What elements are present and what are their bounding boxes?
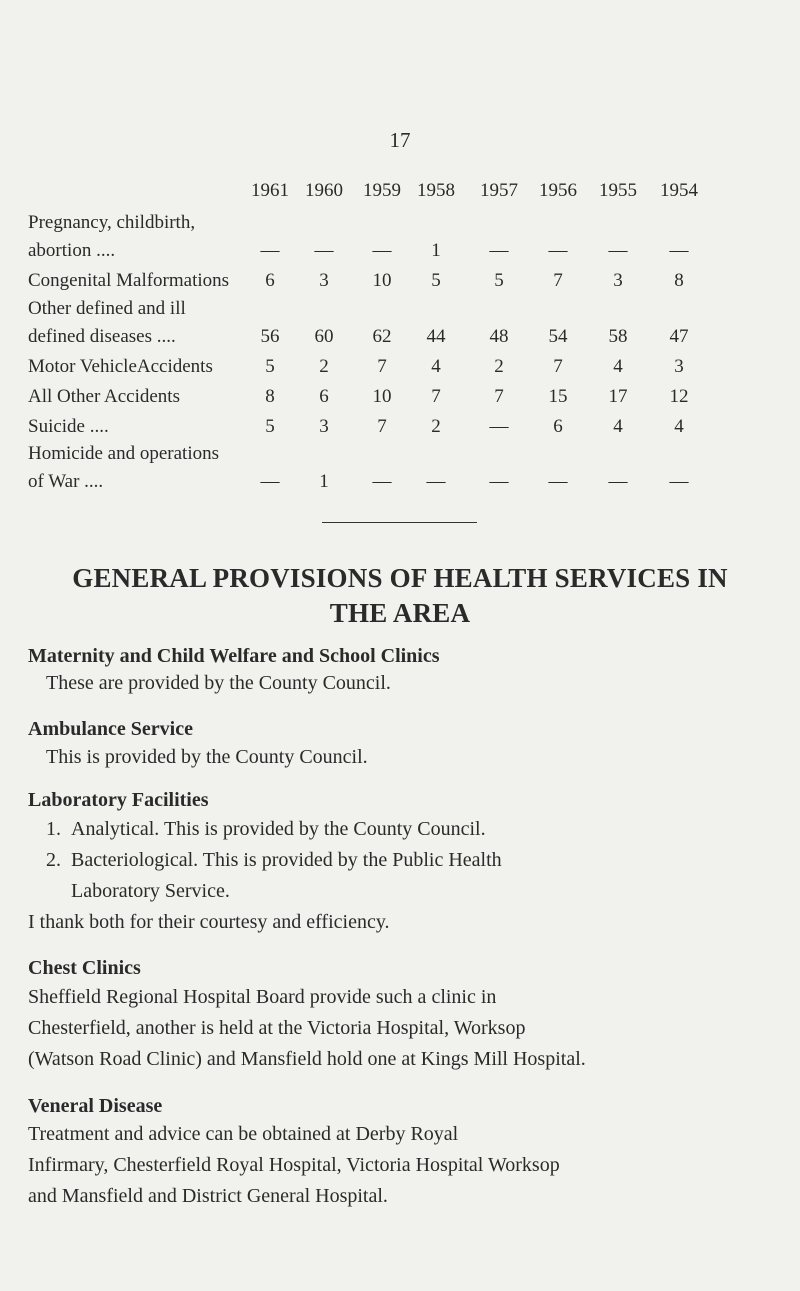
row-label: All Other Accidents [28, 386, 180, 407]
divider-rule [322, 522, 477, 523]
year-header: 1958 [417, 180, 455, 201]
table-cell: 4 [431, 356, 441, 377]
table-cell: 2 [319, 356, 329, 377]
row-label: Motor VehicleAccidents [28, 356, 213, 377]
row-label: defined diseases .... [28, 326, 176, 347]
chest-line-3: (Watson Road Clinic) and Mansfield hold one at Kings Mill Hospital. [28, 1048, 586, 1070]
table-cell: 7 [553, 270, 563, 291]
list-text: Bacteriological. This is provided by the Public Health [71, 849, 502, 871]
year-header: 1959 [363, 180, 401, 201]
table-cell: 48 [489, 326, 509, 347]
table-cell: — [608, 471, 628, 492]
table-cell: — [372, 240, 392, 261]
row-label: Other defined and ill [28, 298, 186, 319]
table-cell: — [608, 240, 628, 261]
row-label: Pregnancy, childbirth, [28, 212, 196, 233]
list-number: 2. [46, 849, 61, 871]
table-cell: 3 [674, 356, 684, 377]
table-cell: 2 [494, 356, 504, 377]
chest-line-2: Chesterfield, another is held at the Victoria Hospital, Worksop [28, 1017, 526, 1039]
table-cell: 1 [319, 471, 329, 492]
row-label: Homicide and operations [28, 443, 220, 464]
table-cell: 3 [319, 270, 329, 291]
year-header: 1957 [480, 180, 518, 201]
laboratory-item-1 [46, 814, 768, 845]
table-cell: 7 [494, 386, 504, 407]
year-header: 1955 [599, 180, 637, 201]
table-cell: — [372, 471, 392, 492]
row-label: of War .... [28, 471, 104, 492]
table-cell: 8 [265, 386, 275, 407]
table-cell: 3 [613, 270, 623, 291]
table-cell: 62 [372, 326, 392, 347]
year-header: 1960 [305, 180, 343, 201]
table-cell: 12 [669, 386, 689, 407]
veneral-line-2: Infirmary, Chesterfield Royal Hospital, Victoria Hospital Worksop [28, 1154, 560, 1176]
maternity-text: These are provided by the County Council. [46, 672, 391, 694]
section-heading: GENERAL PROVISIONS OF HEALTH SERVICES IN [72, 563, 728, 593]
year-header: 1954 [660, 180, 698, 201]
table-cell: 54 [548, 326, 568, 347]
table-cell: 15 [548, 386, 568, 407]
table-cell: 5 [265, 356, 275, 377]
table-cell: — [669, 471, 689, 492]
table-cell: — [669, 240, 689, 261]
laboratory-title: Laboratory Facilities [28, 789, 209, 811]
table-cell: — [426, 471, 446, 492]
laboratory-item-2-cont: Laboratory Service. [71, 880, 230, 902]
veneral-line-3: and Mansfield and District General Hospital. [28, 1185, 388, 1207]
table-cell: 2 [431, 416, 441, 437]
row-label: Congenital Malformations [28, 270, 230, 291]
ambulance-title: Ambulance Service [28, 718, 193, 740]
table-cell: 6 [265, 270, 275, 291]
year-header: 1961 [251, 180, 289, 201]
veneral-line-1: Treatment and advice can be obtained at Derby Royal [28, 1123, 459, 1145]
laboratory-item-2 [46, 845, 768, 876]
table-cell: 47 [669, 326, 689, 347]
table-cell: — [260, 240, 280, 261]
veneral-title: Veneral Disease [28, 1095, 163, 1117]
table-cell: 60 [314, 326, 334, 347]
table-cell: 56 [260, 326, 280, 347]
table-cell: 7 [553, 356, 563, 377]
ambulance-text: This is provided by the County Council. [46, 746, 368, 768]
table-cell: 7 [377, 416, 387, 437]
table-cell: 1 [431, 240, 441, 261]
row-label: abortion .... [28, 240, 116, 261]
year-header: 1956 [539, 180, 577, 201]
table-cell: 5 [431, 270, 441, 291]
table-cell: 4 [674, 416, 684, 437]
table-cell: 44 [426, 326, 446, 347]
table-cell: — [489, 416, 509, 437]
table-cell: — [260, 471, 280, 492]
table-cell: 10 [372, 270, 392, 291]
table-cell: 17 [608, 386, 628, 407]
table-cell: 7 [431, 386, 441, 407]
row-label: Suicide .... [28, 416, 109, 437]
table-cell: — [489, 240, 509, 261]
chest-title: Chest Clinics [28, 957, 141, 979]
table-cell: — [548, 471, 568, 492]
chest-line-1: Sheffield Regional Hospital Board provide such a clinic in [28, 986, 497, 1008]
table-cell: 5 [265, 416, 275, 437]
table-cell: 10 [372, 386, 392, 407]
table-cell: 4 [613, 416, 623, 437]
table-cell: 4 [613, 356, 623, 377]
table-cell: 6 [319, 386, 329, 407]
table-cell: — [314, 240, 334, 261]
table-cell: 58 [608, 326, 628, 347]
table-cell: 7 [377, 356, 387, 377]
table-cell: 8 [674, 270, 684, 291]
table-cell: — [489, 471, 509, 492]
list-text: Analytical. This is provided by the County Council. [71, 818, 486, 840]
table-cell: — [548, 240, 568, 261]
section-heading-cont: THE AREA [329, 598, 471, 628]
table-cell: 3 [319, 416, 329, 437]
list-number: 1. [46, 818, 61, 840]
page-number: 17 [389, 128, 411, 152]
table-cell: 6 [553, 416, 563, 437]
table-cell: 5 [494, 270, 504, 291]
maternity-title: Maternity and Child Welfare and School Clinics [28, 645, 440, 667]
laboratory-thanks: I thank both for their courtesy and efficiency. [28, 911, 390, 933]
